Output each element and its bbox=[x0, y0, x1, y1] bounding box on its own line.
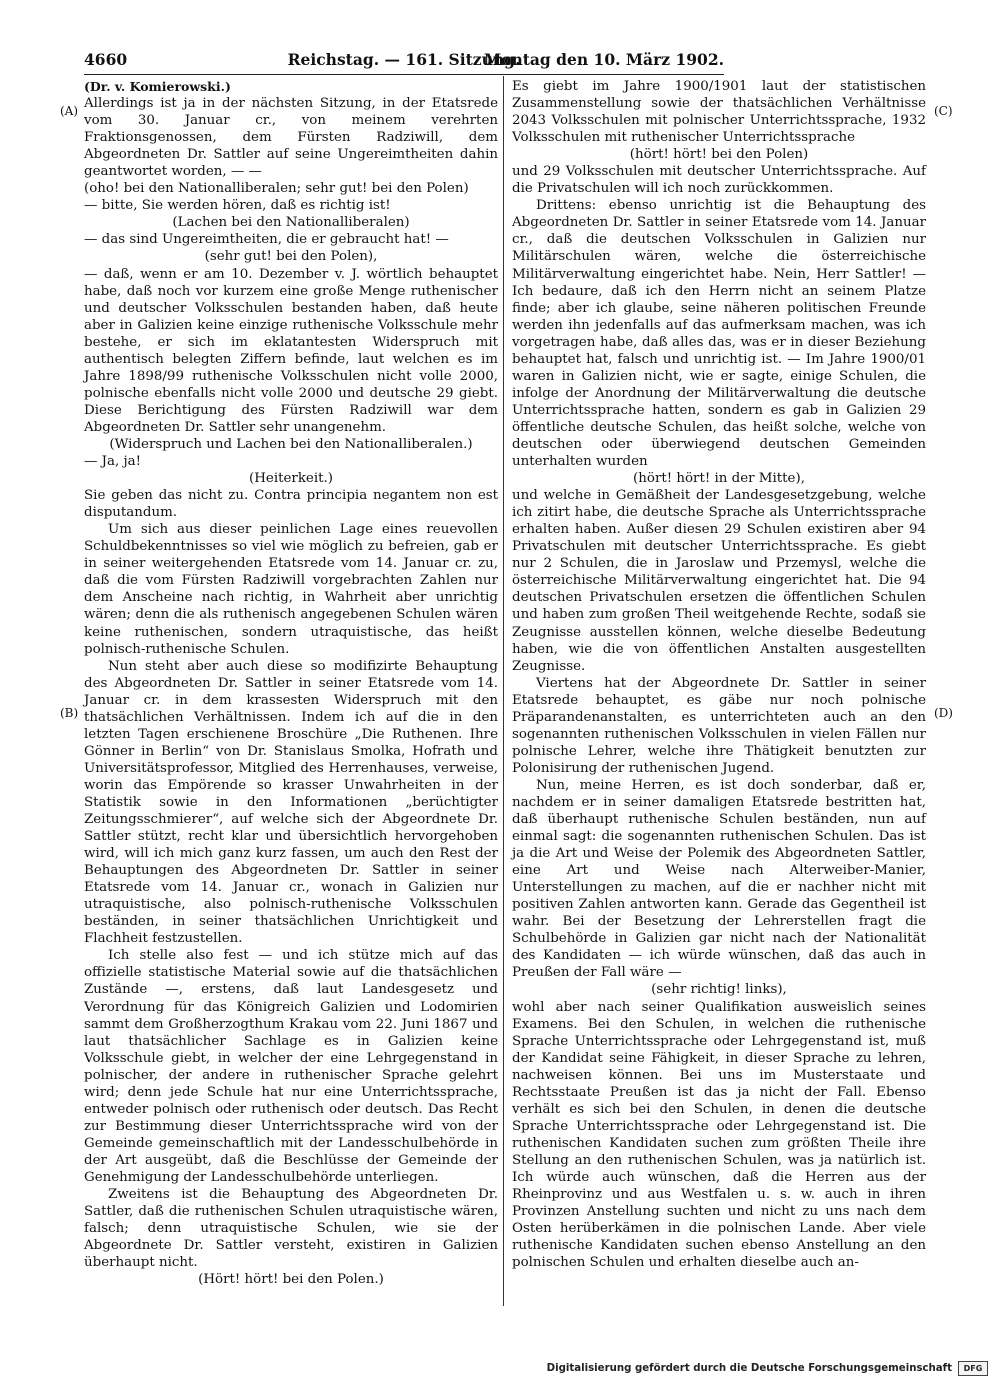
page-header bbox=[84, 50, 724, 74]
interjection: (oho! bei den Nationalliberalen; sehr gut! bei den Polen) bbox=[84, 181, 469, 197]
dfg-logo-icon: DFG bbox=[958, 1361, 988, 1376]
interjection: (hört! hört! in der Mitte), bbox=[633, 471, 805, 487]
speaker-label: (Dr. v. Komierowski.) bbox=[84, 79, 231, 94]
interjection: (Heiterkeit.) bbox=[249, 471, 333, 487]
paragraph: Ich stelle also fest — und ich stütze mich auf das offizielle statistische Material sowie auf die thatsächlichen Zustände —, erstens, daß laut Landesgesetz und Verordnung für das Königreich Galizien und Lodomirien sammt dem Großherzogthum Krakau vom 22. Juni 1867 und laut thatsächlicher Sachlage es in Galizien keine Volksschule giebt, in welcher der eine Lehrgegenstand in polnischer, der andere in ruthenischer Sprache gelehrt wird; denn jede Schule hat nur eine Unterrichtssprache, entweder polnisch oder ruthenisch oder deutsch. Das Recht zur Bestimmung dieser Unterrichtssprache wird von der Gemeinde gemeinschaftlich mit der Landesschulbehörde in der Art ausgeübt, daß die Beschlüsse der Gemeinde der Genehmigung der Landesschulbehörde unterliegen. bbox=[84, 948, 498, 1185]
header-rule bbox=[84, 74, 724, 75]
interjection: (Widerspruch und Lachen bei den Nationalliberalen.) bbox=[109, 436, 473, 452]
paragraph: Allerdings ist ja in der nächsten Sitzung, in der Etatsrede vom 30. Januar cr., von meinem verehrten Fraktionsgenossen, dem Fürsten Radziwill, dem Abgeordneten Dr. Sattler auf seine Ungereimtheiten dahin geantwortet worden, — — bbox=[84, 96, 498, 180]
right-column bbox=[512, 78, 926, 1271]
interjection: (Hört! hört! bei den Polen.) bbox=[198, 1272, 384, 1288]
paragraph: — Ja, ja! bbox=[84, 454, 142, 470]
interjection: (sehr gut! bei den Polen), bbox=[204, 249, 378, 265]
paragraph: wohl aber nach seiner Qualifikation ausweislich seines Examens. Bei den Schulen, in welchen die ruthenische Sprache Unterrichtssprache oder Lehrgegenstand ist, muß der Kandidat seine Fähigkeit, in dieser Sprache zu lehren, nachweisen können. Bei uns im Musterstaate und Rechtsstaate Preußen ist das ja nicht der Fall. Ebenso verhält es sich bei den Schulen, in denen die deutsche Sprache Unterrichtssprache oder Lehrgegenstand ist. Die ruthenischen Kandidaten suchen zum größten Theile ihre Stellung an den ruthenischen Schulen, was ja natürlich ist. Ich würde auch wünschen, daß die Herren aus der Rheinprovinz und aus Westfalen u. s. w. auch in ihren Provinzen Anstellung suchten und nicht zu uns nach dem Osten herüberkämen in die polnischen Lande. Aber viele ruthenische Kandidaten suchen ebenso Anstellung an den polnischen Schulen und erhalten dieselbe auch an- bbox=[512, 999, 926, 1271]
interjection: (Lachen bei den Nationalliberalen) bbox=[172, 215, 410, 231]
paragraph: Um sich aus dieser peinlichen Lage eines reuevollen Schuldbekenntnisses so viel wie möglich zu befreien, gab er in seiner weitergehenden Etatsrede vom 14. Januar cr. zu, daß die vom Fürsten Radziwill vorgebrachten Zahlen nur dem Anscheine nach richtig, in Wahrheit aber unrichtig wären; denn die als ruthenisch angegebenen Schulen wären keine ruthenischen, sondern utraquistische, das heißt polnisch-ruthenische Schulen. bbox=[84, 522, 498, 657]
paragraph: — daß, wenn er am 10. Dezember v. J. wörtlich behauptet habe, daß noch vor kurzem eine große Menge ruthenischer und deutscher Volksschulen bestanden haben, daß heute aber in Galizien keine einzige ruthenische Volksschule mehr bestehe, er sich im eklatantesten Widerspruch mit authentisch belegten Ziffern befinde, laut welchen es im Jahre 1898/99 ruthenische Volksschulen nicht volle 2000, polnische ebenfalls nicht volle 2000 und deutsche 29 giebt. Diese Berichtigung des Fürsten Radziwill war dem Abgeordneten Dr. Sattler sehr unangenehm. bbox=[84, 266, 498, 435]
paragraph: — bitte, Sie werden hören, daß es richtig ist! bbox=[84, 198, 391, 214]
paragraph: Drittens: ebenso unrichtig ist die Behauptung des Abgeordneten Dr. Sattler in seiner Etatsrede vom 14. Januar cr., daß die deutschen Volksschulen in Galizien nur Militärschulen wären, welche die österreichische Militärverwaltung eingerichtet habe. Nein, Herr Sattler! — Ich bedaure, daß ich den Herrn nicht an seinem Platze finde; aber ich glaube, seine näheren politischen Freunde werden ihn jedenfalls auf das aufmerksam machen, was ich vorgetragen habe, daß alles das, was er in dieser Beziehung behauptet hat, falsch und unrichtig ist. — Im Jahre 1900/01 waren in Galizien nicht, wie er sagte, einige Schulen, die infolge der Anordnung der Militärverwaltung die deutsche Unterrichtssprache hatten, sondern es gab in Galizien 29 öffentliche deutsche Schulen, das heißt solche, welche von deutschen oder überwiegend deutschen Gemeinden unterhalten wurden bbox=[512, 198, 926, 470]
page-title: Reichstag. — 161. Sitzung. bbox=[287, 50, 521, 69]
left-column bbox=[84, 78, 498, 1288]
margin-marker-b: (B) bbox=[60, 706, 79, 720]
margin-marker-c: (C) bbox=[934, 104, 953, 118]
footer bbox=[547, 1360, 988, 1376]
page-number: 4660 bbox=[84, 50, 128, 69]
margin-marker-d: (D) bbox=[934, 706, 953, 720]
paragraph: Nun, meine Herren, es ist doch sonderbar, daß er, nachdem er in seiner damaligen Etatsrede bestritten hat, daß überhaupt ruthenische Schulen beständen, nun auf einmal sagt: die sogenannten ruthenischen Schulen. Das ist ja die Art und Weise der Polemik des Abgeordneten Sattler, eine Art und Weise nach Alterweiber-Manier, Unterstellungen zu machen, auf die er nachher nicht mit positiven Zahlen antworten kann. Gerade das Gegentheil ist wahr. Bei der Besetzung der Lehrerstellen fragt die Schulbehörde in Galizien gar nicht nach der Nationalität des Kandidaten — ich würde wünschen, daß das auch in Preußen der Fall wäre — bbox=[512, 777, 926, 981]
paragraph: Viertens hat der Abgeordnete Dr. Sattler in seiner Etatsrede behauptet, es gäbe nur noch polnische Präparandenanstalten, es unterrichteten auch an den sogenannten ruthenischen Volksschulen in vielen Fällen nur polnische Lehrer, welche ihre Thätigkeit benutzten zur Polonisirung der ruthenischen Jugend. bbox=[512, 675, 926, 776]
paragraph: Sie geben das nicht zu. Contra principia negantem non est disputandum. bbox=[84, 488, 498, 521]
session-date: Montag den 10. März 1902. bbox=[483, 50, 724, 69]
paragraph: und 29 Volksschulen mit deutscher Unterrichtssprache. Auf die Privatschulen will ich noch zurückkommen. bbox=[512, 164, 926, 197]
margin-marker-a: (A) bbox=[60, 104, 79, 118]
footer-credit: Digitalisierung gefördert durch die Deutsche Forschungsgemeinschaft bbox=[546, 1362, 952, 1374]
paragraph: und welche in Gemäßheit der Landesgesetzgebung, welche ich zitirt habe, die deutsche Sprache als Unterrichtssprache erhalten haben. Außer diesen 29 Schulen existiren aber 94 Privatschulen mit deutscher Unterrichtssprache. Es giebt nur 2 Schulen, die in Jaroslaw und Przemysl, welche die österreichische Militärverwaltung eingerichtet hat. Die 94 deutschen Privatschulen ersetzen die öffentlichen Schulen und haben zum großen Theil weitgehende Rechte, sodaß sie Zeugnisse ausstellen können, welche dieselbe Bedeutung haben, wie die von öffentlichen Anstalten ausgestellten Zeugnisse. bbox=[512, 488, 926, 674]
paragraph: Nun steht aber auch diese so modifizirte Behauptung des Abgeordneten Dr. Sattler in seiner Etatsrede vom 14. Januar cr. in dem krassesten Widerspruch mit den thatsächlichen Verhältnissen. Indem ich auf die in den letzten Tagen erschienene Broschüre „Die Ruthenen. Ihre Gönner in Berlin“ von Dr. Stanislaus Smolka, Hofrath und Universitätsprofessor, Mitglied des Herrenhauses, verweise, worin das Empörende so krasser Unwahrheiten in der Statistik sowie in den Informationen „berüchtigter Zeitungsschmierer“, auf welche sich der Abgeordnete Dr. Sattler stützt, recht klar und übersichtlich hervorgehoben wird, will ich mich ganz kurz fassen, um auch den Rest der Behauptungen des Abgeordneten Dr. Sattler in seiner Etatsrede vom 14. Januar cr., wonach in Galizien nur utraquistische, also polnisch-ruthenische Volksschulen beständen, in seiner thatsächlichen Unrichtigkeit und Flachheit festzustellen. bbox=[84, 658, 498, 947]
interjection: (sehr richtig! links), bbox=[651, 982, 787, 998]
interjection: (hört! hört! bei den Polen) bbox=[629, 147, 809, 163]
paragraph: Es giebt im Jahre 1900/1901 laut der statistischen Zusammenstellung sowie der thatsächlichen Verhältnisse 2043 Volksschulen mit polnischer Unterrichtssprache, 1932 Volksschulen mit ruthenischer Unterrichtssprache bbox=[512, 79, 926, 146]
paragraph: — das sind Ungereimtheiten, die er gebraucht hat! — bbox=[84, 232, 449, 248]
column-divider bbox=[503, 76, 504, 1306]
paragraph: Zweitens ist die Behauptung des Abgeordneten Dr. Sattler, daß die ruthenischen Schulen utraquistische wären, falsch; denn utraquistische Schulen, wie sie der Abgeordnete Dr. Sattler versteht, existiren in Galizien überhaupt nicht. bbox=[84, 1187, 498, 1271]
